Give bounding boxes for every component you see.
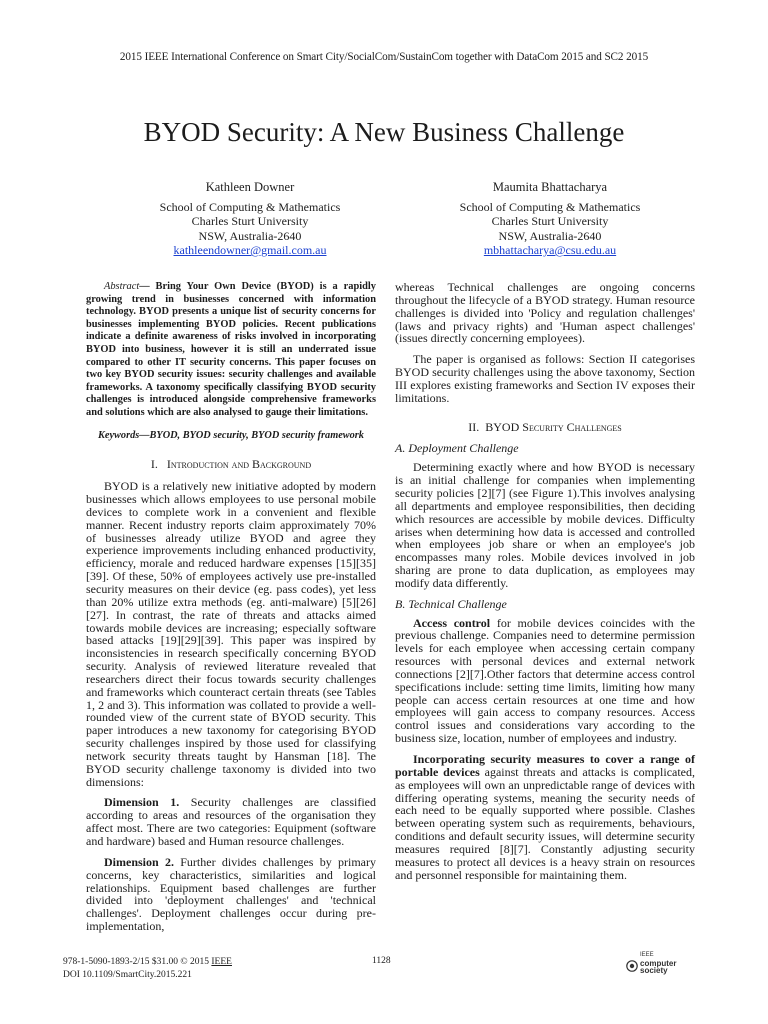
abstract-text: Bring Your Own Device (BYOD) is a rapidly growing trend in businesses concerned with information technology. BYOD presents a unique list of security concerns for businesses implementing BYOD policies. Recent publications indicate a definite awareness of risks involved in incorporating BYOD into business, however it is still an underrated issue compared to other IT security concerns. This paper focuses on two key BYOD security issues: security challenges and available frameworks. A taxonomy specifically classifying BYOD security challenges is introduced alongside comprehensive frameworks and solutions which are also analysed to gauge their limitations. [86, 281, 376, 418]
author-name: Kathleen Downer [205, 180, 295, 194]
right-column [395, 281, 695, 889]
footer-publication-info [63, 956, 232, 982]
deployment-paragraph: Determining exactly where and how BYOD is necessary is an initial challenge for companies when implementing security policies [2][7] (see Figure 1).This involves analysing all departments and employee responsibilities, then deciding which resources are accessible by mobile devices. Difficulty arises when determining how data is accessed and controlled when employees job share or when an employee's job encompasses many roles. Mobile devices involved in job sharing are prone to data duplication, as employees may modify data differently. [395, 460, 695, 590]
footer-doi: DOI 10.1109/SmartCity.2015.221 [63, 970, 192, 980]
subsection-heading-b: B. Technical Challenge [395, 596, 507, 611]
conference-header: 2015 IEEE International Conference on Smart City/SocialCom/SustainCom together with DataCom 2015 and SC2 2015 [119, 51, 649, 63]
intro-paragraph: BYOD is a relatively new initiative adopted by modern businesses which allows employees to use personal mobile devices to complete work in a convenient and flexible manner. Recent industry reports claim approximately 70% of businesses already utilize BYOD and agree they experience improvements including enhanced productivity, efficiency, morale and reduced hardware expenses [15][35][39]. Of these, 50% of employees actively use pre-installed security measures on their device (eg. pass codes), yet less than 20% utilize extra methods (eg. anti-malware) [5][26][27]. In contrast, the rate of threats and attacks aimed towards mobile devices are increasing; especially software based attacks [19][29][39]. This paper was inspired by inconsistencies in research specifically concerning BYOD security. Analysis of reviewed literature revealed that researchers direct their focus towards security challenges and frameworks which counteract certain threats (see Tables 1, 2 and 3). This information was collated to provide a well-rounded view of the current state of BYOD security. This paper introduces a new taxonomy for categorising BYOD security challenges inspired by those used for classifying network security threats taught by Hansman [18]. The BYOD security challenge taxonomy is divided into two dimensions: [86, 479, 376, 789]
subsection-heading-a: A. Deployment Challenge [395, 441, 519, 456]
dimension-1-paragraph: Dimension 1. Security challenges are classified according to areas and resources of the organisation they affect most. There are two categories: Equipment (software and hardware) based and Human resource challenges. [86, 795, 376, 848]
section-heading-1: I. Introduction and Background [150, 457, 312, 472]
author-dept: School of Computing & Mathematics [459, 199, 641, 214]
author-university: Charles Sturt University [191, 214, 309, 228]
footer-isbn-line: 978-1-5090-1893-2/15 $31.00 © 2015 IEEE [63, 957, 232, 967]
organisation-paragraph: The paper is organised as follows: Section II categorises BYOD security challenges using the above taxonomy, Section III explores existing frameworks and Section IV exposes their limitations. [395, 352, 695, 405]
author-email-link[interactable]: mbhattacharya@csu.edu.au [483, 243, 617, 257]
section-heading-2: II. BYOD Security Challenges [468, 419, 622, 434]
computer-society-logo-icon [626, 960, 638, 972]
author-block-1 [130, 180, 370, 258]
author-location: NSW, Australia-2640 [498, 228, 602, 243]
logo-text: IEEE computer society [640, 952, 677, 975]
author-name: Maumita Bhattacharya [492, 180, 608, 194]
author-university: Charles Sturt University [491, 214, 609, 228]
left-column [86, 281, 376, 941]
abstract [86, 281, 376, 420]
author-email-link[interactable]: kathleendowner@gmail.com.au [173, 243, 327, 257]
abstract-dash: — [139, 281, 156, 292]
keywords: Keywords—BYOD, BYOD security, BYOD security framework [98, 429, 364, 441]
dimension-2-paragraph: Dimension 2. Further divides challenges by primary concerns, key characteristics, similarities and logical relationships. Equipment based challenges are further divided into 'deployment challenges' and 'technical challenges'. Deployment challenges occur during pre-implementation, [86, 854, 376, 934]
paper-title: BYOD Security: A New Business Challenge [143, 117, 625, 147]
computer-society-logo [626, 952, 696, 978]
page-number: 1128 [372, 956, 391, 966]
author-block-2 [430, 180, 670, 258]
author-location: NSW, Australia-2640 [198, 228, 302, 243]
abstract-label: Abstract [104, 281, 140, 292]
access-control-paragraph: Access control for mobile devices coincides with the previous challenge. Companies need to determine permission levels for each employee when accessing certain company resources with personal devices and external network connections [2][7].Other factors that determine access control specifications include: setting time limits, limiting how many people can access certain resources at one time and how employees will gain access to company resources. Access control issues and considerations vary according to the business size, location, number of employees and industry. [395, 615, 695, 746]
author-dept: School of Computing & Mathematics [159, 199, 341, 214]
continuation-paragraph: whereas Technical challenges are ongoing concerns throughout the lifecycle of a BYOD strategy. Human resource challenges is divided into 'Policy and regulation challenges' (laws and privacy rights) and 'Human aspect challenges' (issues directly concerning employees). [395, 280, 695, 346]
security-measures-paragraph: Incorporating security measures to cover a range of portable devices against threats and attacks is complicated, as employees will own an unpredictable range of devices with differing operating systems, meaning the security needs of each need to be equally supported where possible. Clashes between operating system such as requirements, behaviours, conditions and default security issues, will determine security measures required [8][7]. Constantly adjusting security measures to protect all devices is a heavy strain on resources and personnel responsible for maintaining them. [395, 752, 696, 882]
